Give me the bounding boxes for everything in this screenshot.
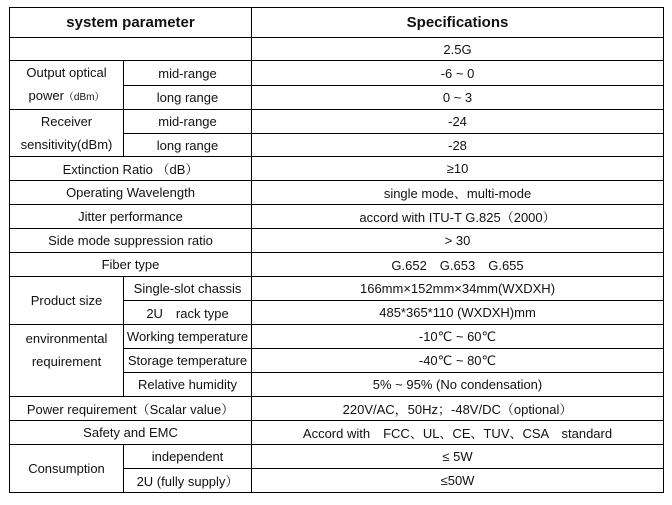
consumption-label: Consumption — [10, 445, 124, 493]
table-row — [10, 397, 664, 421]
receiver-label-line2: sensitivity(dBm) — [20, 137, 113, 153]
power-value: 220V/AC，50Hz；-48V/DC（optional） — [252, 397, 664, 421]
humidity-value: 5% ~ 95% (No condensation) — [252, 373, 664, 397]
storage-temp-value: -40℃ ~ 80℃ — [252, 349, 664, 373]
receiver-mid-value: -24 — [252, 110, 664, 134]
working-temp-label: Working temperature — [124, 325, 252, 349]
table-row — [10, 445, 664, 469]
table-row — [10, 229, 664, 253]
header-system-parameter: system parameter — [10, 8, 252, 38]
table-row — [10, 325, 664, 349]
full-supply-value: ≤50W — [252, 469, 664, 493]
jitter-value: accord with ITU-T G.825（2000） — [252, 205, 664, 229]
product-size-label: Product size — [10, 277, 124, 325]
wavelength-label: Operating Wavelength — [10, 181, 252, 205]
table-row — [10, 157, 664, 181]
output-mid-label: mid-range — [124, 61, 252, 86]
rate-value: 2.5G — [252, 38, 664, 61]
header-row — [10, 8, 664, 38]
independent-value: ≤ 5W — [252, 445, 664, 469]
fiber-label: Fiber type — [10, 253, 252, 277]
wavelength-value: single mode、multi-mode — [252, 181, 664, 205]
fiber-value: G.652 G.653 G.655 — [252, 253, 664, 277]
output-power-label — [10, 61, 124, 110]
power-label: Power requirement（Scalar value） — [10, 397, 252, 421]
receiver-label-line1: Receiver — [40, 114, 93, 130]
humidity-label: Relative humidity — [124, 373, 252, 397]
rate-label — [10, 38, 252, 61]
safety-label: Safety and EMC — [10, 421, 252, 445]
table-row — [10, 181, 664, 205]
table-row — [10, 61, 664, 86]
rack-type-label: 2U rack type — [124, 301, 252, 325]
table-row — [10, 421, 664, 445]
extinction-label: Extinction Ratio （dB） — [10, 157, 252, 181]
output-power-label-line1: Output optical — [26, 65, 107, 81]
single-slot-label: Single-slot chassis — [124, 277, 252, 301]
working-temp-value: -10℃ ~ 60℃ — [252, 325, 664, 349]
independent-label: independent — [124, 445, 252, 469]
output-mid-value: -6 ~ 0 — [252, 61, 664, 86]
output-power-unit: （dBm） — [63, 92, 105, 104]
output-power-label-line2: power — [28, 88, 64, 104]
environment-label-line1: environmental — [25, 331, 108, 347]
output-long-value: 0 ~ 3 — [252, 85, 664, 110]
receiver-label — [10, 110, 124, 157]
table-row — [10, 277, 664, 301]
specifications-table — [9, 7, 664, 493]
table-row — [10, 110, 664, 134]
extinction-value: ≥10 — [252, 157, 664, 181]
receiver-long-value: -28 — [252, 133, 664, 157]
single-slot-value: 166mm×152mm×34mm(WXDXH) — [252, 277, 664, 301]
table-row — [10, 253, 664, 277]
environment-label — [10, 325, 124, 397]
table-row — [10, 38, 664, 61]
smsr-value: > 30 — [252, 229, 664, 253]
storage-temp-label: Storage temperature — [124, 349, 252, 373]
output-long-label: long range — [124, 85, 252, 110]
safety-value: Accord with FCC、UL、CE、TUV、CSA standard — [252, 421, 664, 445]
header-specifications: Specifications — [252, 8, 664, 38]
jitter-label: Jitter performance — [10, 205, 252, 229]
full-supply-label: 2U (fully supply） — [124, 469, 252, 493]
rack-type-value: 485*365*110 (WXDXH)mm — [252, 301, 664, 325]
receiver-mid-label: mid-range — [124, 110, 252, 134]
receiver-long-label: long range — [124, 133, 252, 157]
table-row — [10, 205, 664, 229]
environment-label-line2: requirement — [31, 354, 102, 370]
smsr-label: Side mode suppression ratio — [10, 229, 252, 253]
